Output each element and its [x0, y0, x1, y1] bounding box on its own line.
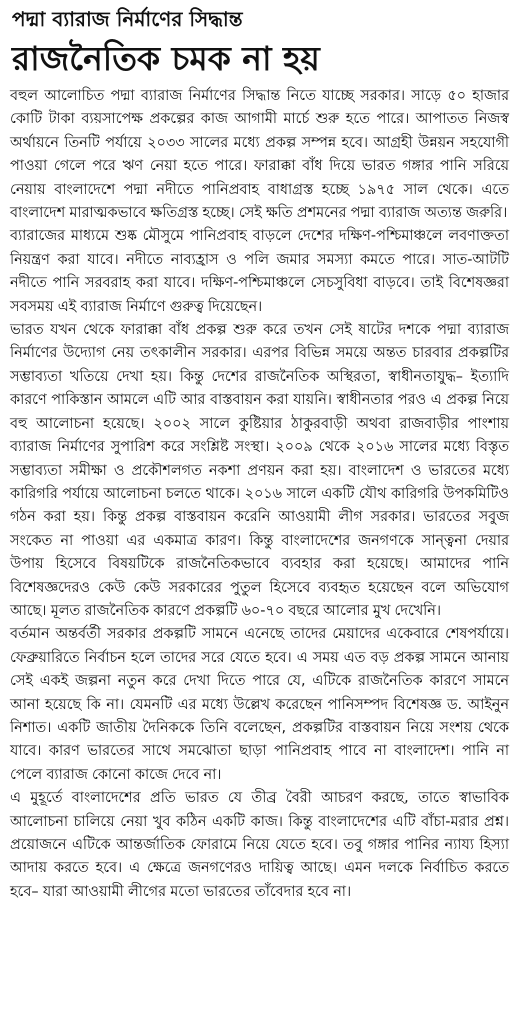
article-kicker: পদ্মা ব্যারাজ নির্মাণের সিদ্ধান্ত [12, 7, 243, 31]
article-paragraph-2: ব্যারাজের মাধ্যমে শুষ্ক মৌসুমে পানিপ্রবাহ বাড়লে দেশের দক্ষিণ-পশ্চিমাঞ্চলে লবণাক্ততা নিয়ন্ত্রণ করা যাবে। নদীতে নাব্যহ্রাস ও পলি জমার সমস্যা কমতে পারে। সাত-আটটি নদীতে পানি সরবরাহ করা যাবে। দক্ষিণ-পশ্চিমাঞ্চলে সেচসুবিধা বাড়বে। তাই বিশেষজ্ঞরা সবসময় এই ব্যারাজ নির্মাণে গুরুত্ব দিয়েছেন। [10, 228, 509, 315]
article-body [10, 85, 509, 904]
article-paragraph-5: এ মুহূর্তে বাংলাদেশের প্রতি ভারত যে তীব্র বৈরী আচরণ করছে, তাতে স্বাভাবিক আলোচনা চালিয়ে নেয়া খুব কঠিন একটি কাজ। কিন্তু বাংলাদেশের এটি বাঁচা-মরার প্রশ্ন। প্রয়োজনে এটিকে আন্তর্জাতিক ফোরামে নিয়ে যেতে হবে। তবু গঙ্গার পানির ন্যায্য হিস্যা আদায় করতে হবে। এ ক্ষেত্রে জনগণেরও দায়িত্ব আছে। এমন দলকে নির্বাচিত করতে হবে– যারা আওয়ামী লীগের মতো ভারতের তাঁবেদার হবে না। [10, 790, 509, 900]
article-paragraph-4: বর্তমান অন্তর্বর্তী সরকার প্রকল্পটি সামনে এনেছে তাদের মেয়াদের একেবারে শেষপর্যায়ে। ফেব্রুয়ারিতে নির্বাচন হলে তাদের সরে যেতে হবে। এ সময় এত বড় প্রকল্প সামনে আনায় সেই একই জল্পনা নতুন করে দেখা দিতে পারে যে, এটিকে রাজনৈতিক কারণে সামনে আনা হয়েছে কি না। যেমনটি এর মধ্যে উল্লেখ করেছেন পানিসম্পদ বিশেষজ্ঞ ড. আইনুন নিশাত। একটি জাতীয় দৈনিককে তিনি বলেছেন, প্রকল্পটির বাস্তবায়ন নিয়ে সংশয় থেকে যাবে। কারণ ভারতের সাথে সমঝোতা ছাড়া পানিপ্রবাহ পাবে না বাংলাদেশ। পানি না পেলে ব্যারাজ কোনো কাজে দেবে না। [10, 626, 509, 783]
article-paragraph-1: বহুল আলোচিত পদ্মা ব্যারাজ নির্মাণের সিদ্ধান্ত নিতে যাচ্ছে সরকার। সাড়ে ৫০ হাজার কোটি টাকা ব্যয়সাপেক্ষ প্রকল্পের কাজ আগামী মার্চে শুরু হতে পারে। আপাতত নিজস্ব অর্থায়নে তিনটি পর্যায়ে ২০৩৩ সালের মধ্যে প্রকল্প সম্পন্ন হবে। আগ্রহী উন্নয়ন সহযোগী পাওয়া গেলে পরে ঋণ নেয়া হতে পারে। ফারাক্কা বাঁধ দিয়ে ভারত গঙ্গার পানি সরিয়ে নেয়ায় বাংলাদেশে পদ্মা নদীতে পানিপ্রবাহ বাধাগ্রস্ত হচ্ছে ১৯৭৫ সাল থেকে। এতে বাংলাদেশ মারাত্মকভাবে ক্ষতিগ্রস্ত হচ্ছে। সেই ক্ষতি প্রশমনের পদ্মা ব্যারাজ অত্যন্ত জরুরি। [10, 88, 509, 222]
article-headline: রাজনৈতিক চমক না হয় [12, 39, 320, 78]
article-paragraph-3: ভারত যখন থেকে ফারাক্কা বাঁধ প্রকল্প শুরু করে তখন সেই ষাটের দশকে পদ্মা ব্যারাজ নির্মাণের উদ্যোগ নেয় তৎকালীন সরকার। এরপর বিভিন্ন সময়ে অন্তত চারবার প্রকল্পটির সম্ভাব্যতা খতিয়ে দেখা হয়। কিন্তু দেশের রাজনৈতিক অস্থিরতা, স্বাধীনতাযুদ্ধ– ইত্যাদি কারণে পাকিস্তান আমলে এটি আর বাস্তবায়ন করা যায়নি। স্বাধীনতার পরও এ প্রকল্প নিয়ে বহু আলোচনা হয়েছে। ২০০২ সালে কুষ্টিয়ার ঠাকুরবাড়ী অথবা রাজবাড়ীর পাংশায় ব্যারাজ নির্মাণের সুপারিশ করে সংশ্লিষ্ট সংস্থা। ২০০৯ থেকে ২০১৬ সালের মধ্যে বিস্তৃত সম্ভাব্যতা সমীক্ষা ও প্রকৌশলগত নকশা প্রণয়ন করা হয়। বাংলাদেশ ও ভারতের মধ্যে কারিগরি পর্যায়ে আলোচনা চলতে থাকে। ২০১৬ সালে একটি যৌথ কারিগরি উপকমিটিও গঠন করা হয়। কিন্তু প্রকল্প বাস্তবায়ন করেনি আওয়ামী লীগ সরকার। ভারতের সবুজ সংকেত না পাওয়া এর একমাত্র কারণ। কিন্তু বাংলাদেশের জনগণকে সান্ত্বনা দেয়ার উপায় হিসেবে বিষয়টিকে রাজনৈতিকভাবে ব্যবহার করা হয়েছে। আমাদের পানি বিশেষজ্ঞদেরও কেউ কেউ সরকারের পুতুল হিসেবে ব্যবহৃত হয়েছেন বলে অভিযোগ আছে। মূলত রাজনৈতিক কারণে প্রকল্পটি ৬০-৭০ বছরে আলোর মুখ দেখেনি। [10, 322, 509, 619]
